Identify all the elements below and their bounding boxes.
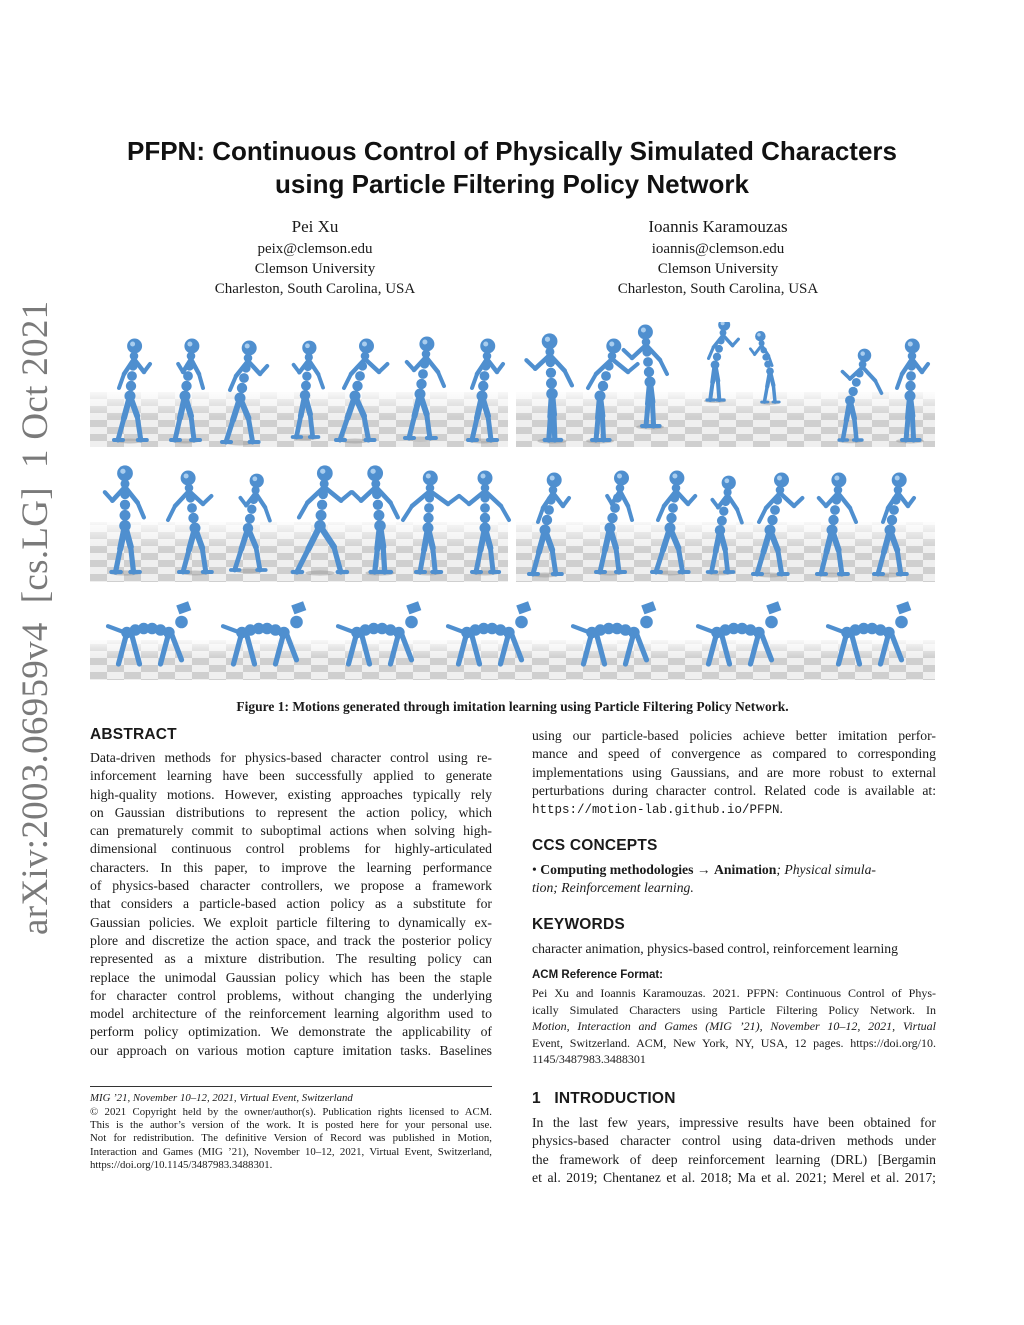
ccs-rest-1: ; Physical simula-: [776, 862, 876, 877]
text-line: using our particle-based policies achieve better imitation perfor-: [532, 728, 936, 743]
author-email: peix@clemson.edu: [257, 241, 373, 257]
intro-title: INTRODUCTION: [554, 1090, 676, 1107]
author-block-1: [135, 215, 495, 299]
text-line: perform policy optimization. We demonstrate the applicability of: [90, 1024, 492, 1040]
acm-ref-heading: ACM Reference Format:: [532, 969, 663, 981]
footnote-venue: MIG ’21, November 10–12, 2021, Virtual Event, Switzerland: [90, 1092, 353, 1104]
flipper-4: [704, 322, 739, 403]
intro-body: [532, 1114, 936, 1187]
author-name: Ioannis Karamouzas: [648, 217, 788, 236]
text-line: This is the author’s version of the work. It is posted here for your personal use.: [90, 1119, 492, 1132]
ccs-rest-2: tion; Reinforcement learning.: [532, 880, 694, 896]
text-line: implementations using Gaussians, and are more robust to external: [532, 764, 936, 780]
text-line: represented as a mixture distribution. The resulting policy can: [90, 951, 492, 967]
ccs-category: Computing methodologies: [540, 862, 694, 877]
text-line: replace the unimodal Gaussian policy which has been the staple: [90, 969, 492, 985]
code-url-suffix: .: [779, 801, 783, 816]
text-line: ically Simulated Characters using Particle Filtering Policy Network. In: [532, 1002, 936, 1017]
paper-title-line2: using Particle Filtering Policy Network: [275, 169, 749, 199]
text-line: inforcement learning have been successfully applied to generate: [90, 768, 492, 784]
text-line: can prematurely commit to suboptimal actions when solving high-: [90, 823, 492, 839]
paper-title-line1: PFPN: Continuous Control of Physically Simulated Characters: [126, 136, 897, 166]
text-line: plore and discretize the action space, and track the posterior policy: [90, 932, 492, 948]
text-line: https://doi.org/10.1145/3487983.3488301.: [90, 1158, 273, 1171]
abstract-heading: ABSTRACT: [90, 726, 177, 743]
text-line: © 2021 Copyright held by the owner/author(s). Publication rights licensed to ACM.: [90, 1106, 492, 1118]
ccs-heading: CCS CONCEPTS: [532, 837, 658, 854]
text-line: dimensional continuous control problems for highly-articulated: [90, 841, 492, 857]
text-line: high-quality motions. However, existing approaches typically rely: [90, 786, 492, 802]
figure-caption: Figure 1: Motions generated through imitation learning using Particle Filtering Policy Network.: [236, 699, 789, 714]
keywords-heading: KEYWORDS: [532, 916, 625, 933]
ccs-line-2: [532, 879, 936, 897]
code-link-line: [532, 800, 936, 819]
text-line: Not for redistribution. The definitive Version of Record was published in Motion,: [90, 1132, 492, 1145]
text-line: Gaussian policies. We exploit particle filtering to dynamically ex-: [90, 914, 492, 930]
ccs-bullet: •: [532, 862, 537, 877]
text-line: Pei Xu and Ioannis Karamouzas. 2021. PFPN: Continuous Control of Phys-: [532, 986, 936, 1000]
ccs-concepts: [532, 861, 936, 898]
text-line: on Gaussian distributions to represent the action policy, which: [90, 804, 492, 820]
author-location: Charleston, South Carolina, USA: [214, 281, 416, 297]
intro-number: 1: [532, 1090, 541, 1107]
author-email: ioannis@clemson.edu: [651, 241, 785, 257]
abstract-body: [90, 749, 492, 1060]
text-line: for character control problems, without changing the underlying: [90, 987, 492, 1003]
intro-heading: [532, 1090, 676, 1108]
author-affiliation: Clemson University: [657, 261, 779, 277]
arxiv-stamp: arXiv:2003.06959v4 [cs.LG] 1 Oct 2021: [15, 300, 56, 935]
abstract-continued: [532, 727, 936, 800]
motion-montage: [90, 322, 935, 682]
text-line: model architecture of the reinforcement learning algorithm used to: [90, 1006, 492, 1022]
text-line: our approach on various motion capture imitation tasks. Baselines: [90, 1042, 492, 1058]
author-name: Pei Xu: [291, 217, 339, 236]
text-line: the framework of deep reinforcement learning (DRL) [Bergamin: [532, 1151, 936, 1167]
author-affiliation: Clemson University: [254, 261, 376, 277]
text-line: Data-driven methods for physics-based character control using re-: [90, 750, 492, 765]
text-line: mance and speed of convergence as compared to corresponding: [532, 746, 936, 762]
text-line: Motion, Interaction and Games (MIG ’21), November 10–12, 2021, Virtual: [532, 1019, 936, 1033]
text-line: perturbations during character control. Related code is available at:: [532, 782, 936, 798]
teaser-figure: [90, 322, 935, 682]
text-line: of physics-based character controllers, we propose a framework: [90, 878, 492, 894]
text-line: that considers a particle-based action policy as a substitute for: [90, 896, 492, 912]
floor-fade: [516, 392, 935, 417]
footnote-body: [90, 1106, 492, 1172]
footnote-rule: [90, 1086, 492, 1087]
author-block-2: [538, 215, 898, 299]
keywords-text: character animation, physics-based control, reinforcement learning: [532, 941, 898, 956]
text-line: Event, Switzerland. ACM, New York, NY, USA, 12 pages. https://doi.org/10.: [532, 1035, 936, 1050]
author-location: Charleston, South Carolina, USA: [617, 281, 819, 297]
text-line: Interaction and Games (MIG ’21), November 10–12, 2021, Virtual Event, Switzerland,: [90, 1145, 492, 1158]
code-url-link[interactable]: https://motion-lab.github.io/PFPN: [532, 803, 780, 817]
floor-fade: [90, 522, 508, 549]
ccs-topic: Animation: [714, 862, 777, 877]
text-line: characters. In this paper, to improve the learning performance: [90, 859, 492, 875]
text-line: et al. 2019; Chentanez et al. 2018; Ma et al. 2021; Merel et al. 2017;: [532, 1169, 936, 1185]
ccs-line-1: [532, 861, 936, 879]
acm-ref-body: [532, 985, 936, 1068]
text-line: physics-based character control using data-driven methods under: [532, 1133, 936, 1149]
ccs-arrow: →: [696, 862, 711, 877]
text-line: In the last few years, impressive results have been obtained for: [532, 1115, 936, 1130]
text-line: 1145/3487983.3488301: [532, 1052, 646, 1066]
